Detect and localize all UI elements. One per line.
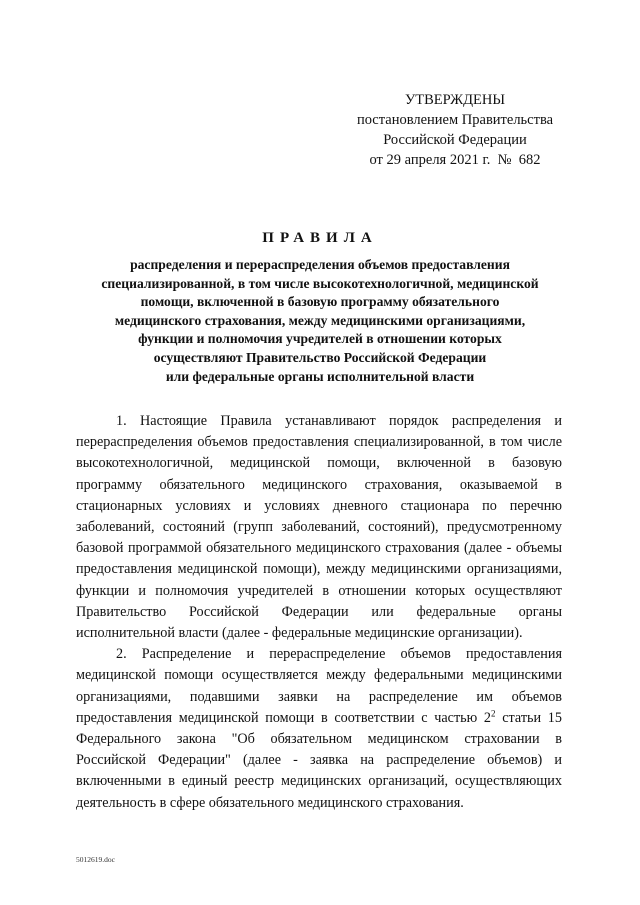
- document-heading: ПРАВИЛА: [262, 230, 378, 246]
- subtitle-line: функции и полномочия учредителей в отношении которых: [138, 331, 502, 347]
- approval-line-3: от 29 апреля 2021 г. № 682: [369, 152, 541, 168]
- subtitle-line: медицинского страхования, между медицинскими организациями,: [114, 312, 526, 328]
- approval-block: [330, 90, 580, 170]
- paragraph-2-end: статьи 15 Федерального закона "Об обязательном медицинском страховании в Российской Федерации" (далее - заявка на распределение объемов) и включенными в единый реестр медицинских организаций, осуществляющих деятельность в сфере обязательного медицинского страхования.: [76, 709, 562, 811]
- subtitle-line: специализированной, в том числе высокотехнологичной, медицинской: [101, 275, 539, 291]
- paragraph-1: 1. Настоящие Правила устанавливают порядок распределения и перераспределения объемов предоставления специализированной, в том числе высокотехнологичной, медицинской помощи, включенной в базовую программу обязательного медицинского страхования, оказываемой в стационарных условиях и условиях дневного стационара по перечню заболеваний, состояний (групп заболеваний, состояний), предусмотренному базовой программой обязательного медицинского страхования (далее - объемы предоставления медицинской помощи), между медицинскими организациями, функции и полномочия учредителей в отношении которых осуществляют Правительство Российской Федерации или федеральные органы исполнительной власти (далее - федеральные медицинские организации).: [76, 413, 562, 642]
- subtitle-line: или федеральные органы исполнительной власти: [165, 368, 475, 384]
- paragraph-2: [76, 644, 562, 814]
- superscript: 2: [491, 708, 496, 719]
- approval-title: УТВЕРЖДЕНЫ: [404, 92, 506, 108]
- paragraph-2-start: 2. Распределение и перераспределение объемов предоставления медицинской помощи осуществляется между федеральными медицинскими организациями, подавшими заявки на распределение им объемов предоставления медицинской помощи в соответствии с частью 2: [76, 646, 562, 726]
- subtitle-line: осуществляют Правительство Российской Федерации: [153, 349, 487, 365]
- approval-line-1: постановлением Правительства: [356, 112, 554, 128]
- footer-filename: 5012619.doc: [76, 855, 115, 864]
- document-body: [76, 411, 562, 814]
- document-subtitle: [70, 256, 570, 386]
- approval-line-2: Российской Федерации: [383, 132, 527, 148]
- subtitle-line: помощи, включенной в базовую программу обязательного: [140, 294, 500, 310]
- subtitle-line: распределения и перераспределения объемов предоставления: [130, 257, 510, 272]
